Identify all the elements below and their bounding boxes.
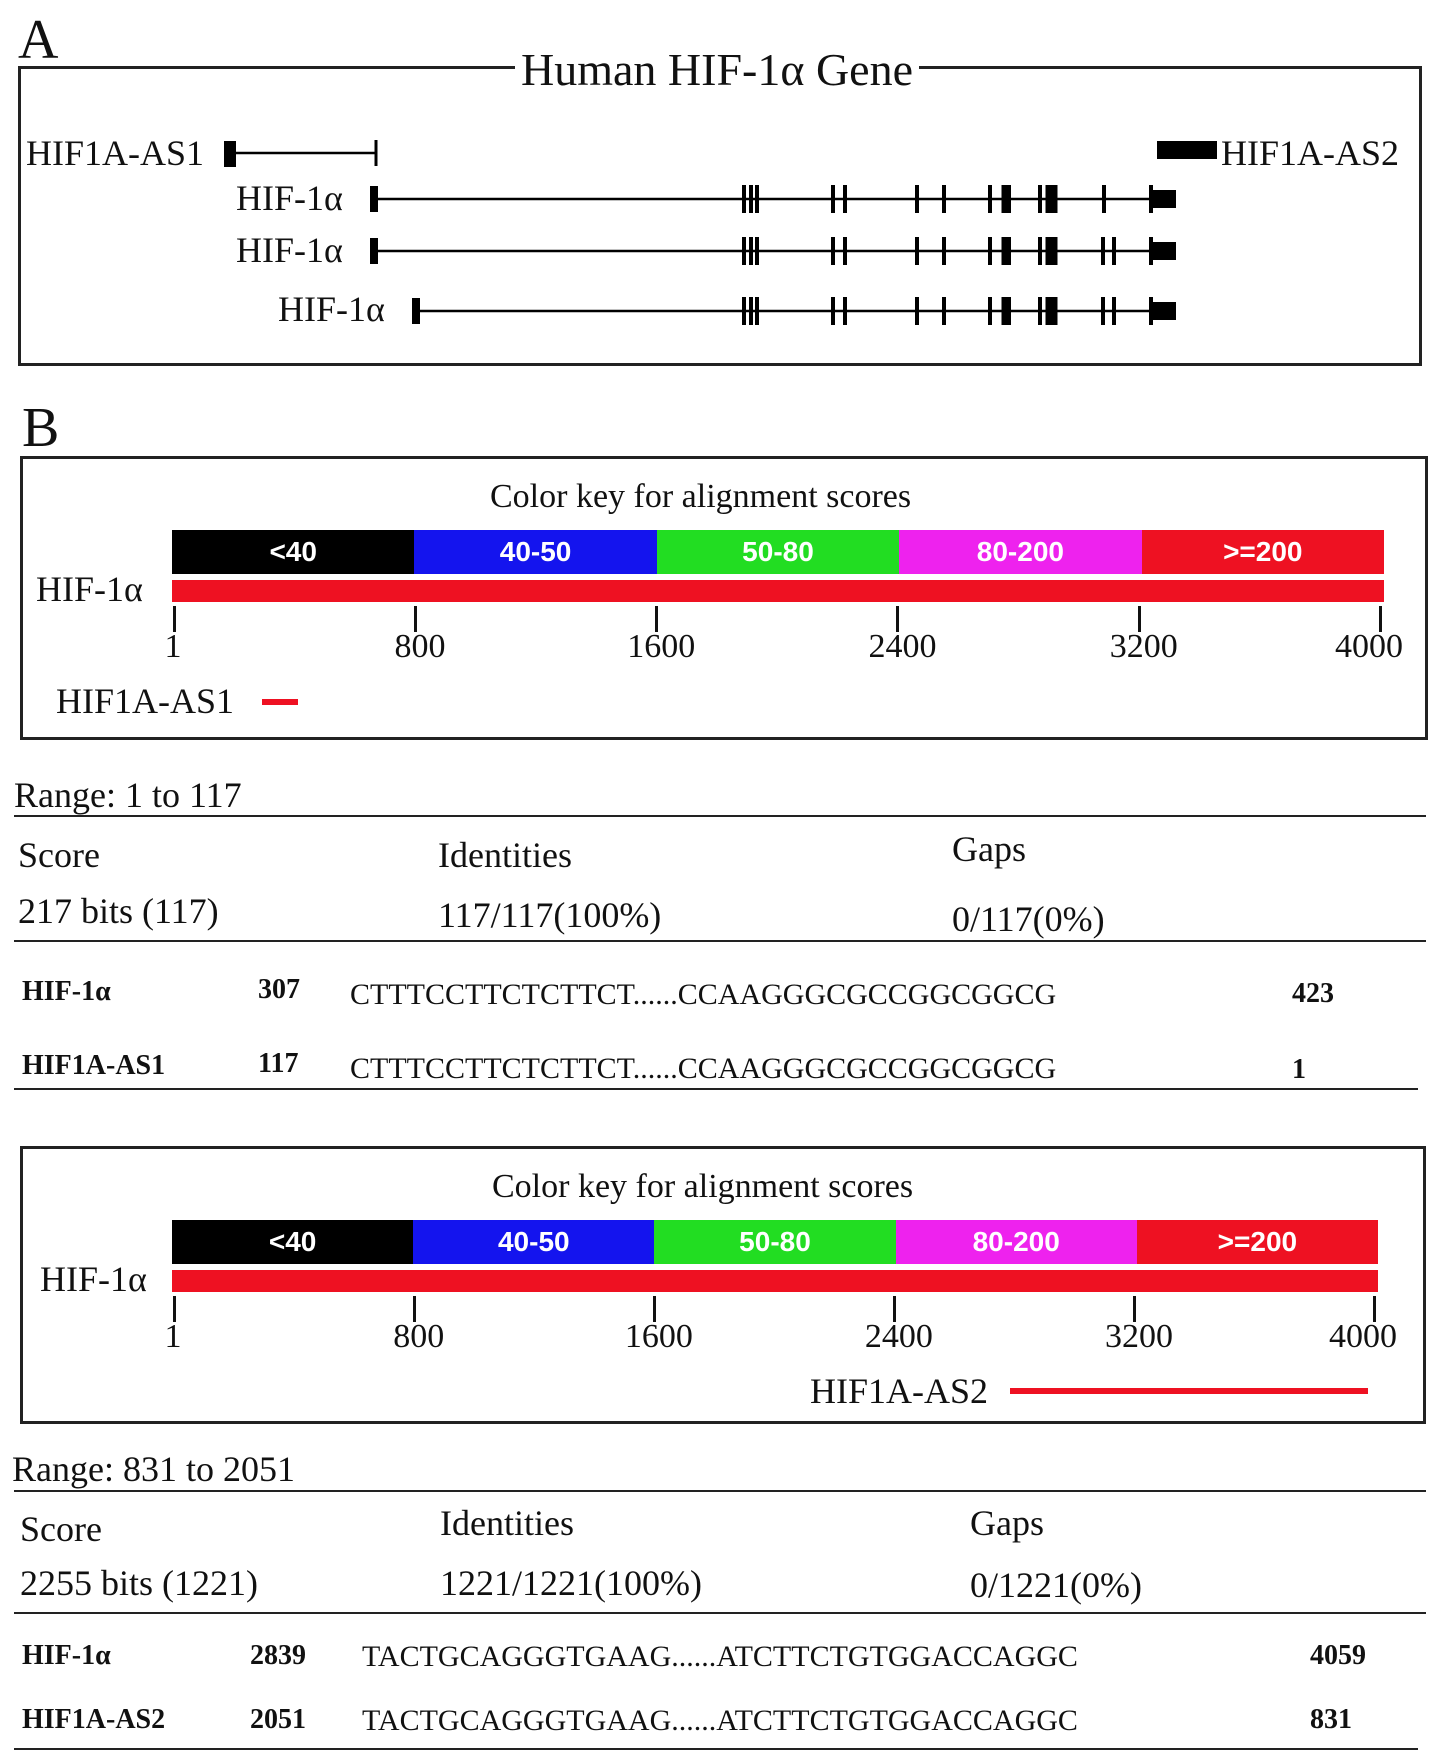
axis-1 <box>164 600 1403 665</box>
divider <box>14 1088 1418 1090</box>
exon-mark <box>831 297 835 325</box>
color-key-segment: 40-50 <box>414 530 656 574</box>
gene-title: Human HIF-1α Gene <box>515 44 919 96</box>
seq-row-start: 307 <box>258 974 300 1005</box>
axis-tick-label: 3200 <box>1109 628 1178 665</box>
axis-tick-label: 800 <box>393 1318 445 1355</box>
query-bar-2 <box>172 1270 1378 1292</box>
range-text-1: Range: 1 to 117 <box>14 775 242 815</box>
gaps-value-1: 0/117(0%) <box>952 899 1105 939</box>
color-key-segment: >=200 <box>1142 530 1384 574</box>
divider <box>14 1748 1418 1750</box>
query-label-1: HIF-1α <box>36 569 143 609</box>
color-key-title-2: Color key for alignment scores <box>492 1168 914 1205</box>
seq-row-sequence: TACTGCAGGGTGAAG......ATCTTCTGTGGACCAGGC <box>362 1704 1078 1737</box>
seq-row-name: HIF1A-AS1 <box>22 1050 166 1081</box>
divider <box>14 1490 1426 1492</box>
gene-structure-diagram <box>0 0 1441 380</box>
exon-mark <box>915 185 919 213</box>
axis-2 <box>164 1290 1397 1355</box>
color-key-segment: <40 <box>172 1220 413 1264</box>
hit-label-2: HIF1A-AS2 <box>810 1371 989 1411</box>
color-key-segment: >=200 <box>1137 1220 1378 1264</box>
exon-mark <box>1101 237 1105 265</box>
exon-mark <box>755 185 759 213</box>
gene-label-hif1a-as1: HIF1A-AS1 <box>26 133 205 173</box>
color-key-segment: 50-80 <box>654 1220 895 1264</box>
hit-bar-1 <box>262 699 298 705</box>
exon-mark <box>1007 237 1011 265</box>
exon-mark <box>742 237 746 265</box>
score-value-2: 2255 bits (1221) <box>20 1563 258 1603</box>
divider <box>14 815 1426 817</box>
exon-mark <box>749 297 753 325</box>
identities-header-2: Identities <box>440 1503 574 1543</box>
seq-row-start: 2839 <box>250 1640 306 1671</box>
axis-tick-label: 1 <box>164 628 182 665</box>
seq-row-end: 1 <box>1292 1054 1306 1085</box>
transcript-hif1a-as1 <box>224 140 376 167</box>
exon-mark <box>843 297 847 325</box>
identities-header-1: Identities <box>438 835 572 875</box>
exon-mark <box>1038 237 1042 265</box>
seq-row-sequence: CTTTCCTTCTCTTCT......CCAAGGGCGCCGGCGGCG <box>350 1052 1057 1085</box>
exon-mark <box>988 297 992 325</box>
exon-mark <box>915 237 919 265</box>
axis-tick-label: 1 <box>164 1318 182 1355</box>
seq-row-start: 117 <box>258 1048 299 1079</box>
identities-value-2: 1221/1221(100%) <box>440 1563 702 1603</box>
exon-mark <box>224 141 236 167</box>
exon-mark <box>1152 242 1176 260</box>
color-key-segment: 40-50 <box>413 1220 654 1264</box>
gaps-header-1: Gaps <box>952 829 1026 869</box>
exon-mark <box>749 185 753 213</box>
seq-row-end: 831 <box>1310 1704 1352 1735</box>
seq-row-name: HIF1A-AS2 <box>22 1704 166 1735</box>
hit-label-1: HIF1A-AS1 <box>56 681 235 721</box>
seq-row-sequence: TACTGCAGGGTGAAG......ATCTTCTGTGGACCAGGC <box>362 1640 1078 1673</box>
seq-row-end: 4059 <box>1310 1640 1366 1671</box>
gene-label-hif1a-1: HIF-1α <box>236 178 343 218</box>
exon-mark <box>1152 190 1176 208</box>
color-key-segment: 50-80 <box>657 530 899 574</box>
exon-mark <box>831 185 835 213</box>
exon-mark <box>1112 237 1116 265</box>
score-value-1: 217 bits (117) <box>18 891 219 931</box>
transcript-hif1a-as2 <box>1157 141 1217 159</box>
exon-mark <box>1007 185 1011 213</box>
exon-mark <box>755 237 759 265</box>
exon-mark <box>749 237 753 265</box>
color-key-segment: <40 <box>172 530 414 574</box>
exon-mark <box>1101 297 1105 325</box>
panel-b-letter: B <box>22 397 60 459</box>
color-key-bar-1 <box>172 530 1384 574</box>
axis-tick-label: 800 <box>394 628 446 665</box>
exon-mark <box>915 297 919 325</box>
gene-label-hif1a-as2: HIF1A-AS2 <box>1221 133 1400 173</box>
color-key-segment: 80-200 <box>899 530 1141 574</box>
axis-tick-label: 2400 <box>868 628 937 665</box>
gene-label-hif1a-2: HIF-1α <box>236 230 343 270</box>
range-text-2: Range: 831 to 2051 <box>12 1449 295 1489</box>
seq-row-name: HIF-1α <box>22 976 111 1007</box>
seq-row-start: 2051 <box>250 1704 306 1735</box>
exon-mark <box>1112 297 1116 325</box>
panel-a-letter: A <box>18 9 59 71</box>
axis-tick-label: 1600 <box>624 1318 693 1355</box>
exon-mark <box>1051 297 1058 325</box>
axis-tick-label: 2400 <box>864 1318 933 1355</box>
seq-row-name: HIF-1α <box>22 1640 111 1671</box>
axis-tick-label: 1600 <box>627 628 696 665</box>
exon-mark <box>942 237 946 265</box>
divider <box>14 1612 1426 1614</box>
exon-mark <box>843 185 847 213</box>
color-key-segment: 80-200 <box>896 1220 1137 1264</box>
exon-mark <box>942 185 946 213</box>
gaps-value-2: 0/1221(0%) <box>970 1565 1142 1605</box>
score-header-1: Score <box>18 835 100 875</box>
seq-row-sequence: CTTTCCTTCTCTTCT......CCAAGGGCGCCGGCGGCG <box>350 978 1057 1011</box>
exon-mark <box>755 297 759 325</box>
gene-label-hif1a-3: HIF-1α <box>278 289 385 329</box>
exon-mark <box>1007 297 1011 325</box>
exon-mark <box>1038 185 1042 213</box>
axis-tick-label: 3200 <box>1104 1318 1173 1355</box>
transcript-hif1a-1 <box>370 185 1176 213</box>
color-key-title-1: Color key for alignment scores <box>490 478 912 515</box>
exon-mark <box>1051 185 1058 213</box>
score-header-2: Score <box>20 1509 102 1549</box>
exon-mark <box>843 237 847 265</box>
seq-row-end: 423 <box>1292 978 1334 1009</box>
exon-mark <box>988 185 992 213</box>
divider <box>14 940 1426 942</box>
exon-mark <box>988 237 992 265</box>
axis-tick-label: 4000 <box>1335 628 1403 665</box>
exon-mark <box>1051 237 1058 265</box>
exon-mark <box>1038 297 1042 325</box>
exon-mark <box>831 237 835 265</box>
axis-tick-label: 4000 <box>1329 1318 1397 1355</box>
exon-mark <box>942 297 946 325</box>
exon-mark <box>742 185 746 213</box>
transcript-hif1a-2 <box>370 237 1176 265</box>
gaps-header-2: Gaps <box>970 1503 1044 1543</box>
exon-mark <box>1102 185 1106 213</box>
exon-mark <box>742 297 746 325</box>
query-bar-1 <box>172 580 1384 602</box>
transcript-hif1a-3 <box>412 297 1176 325</box>
query-label-2: HIF-1α <box>40 1259 147 1299</box>
hit-bar-2 <box>1010 1388 1368 1394</box>
identities-value-1: 117/117(100%) <box>438 895 662 935</box>
exon-mark <box>1152 302 1176 320</box>
color-key-bar-2 <box>172 1220 1378 1264</box>
